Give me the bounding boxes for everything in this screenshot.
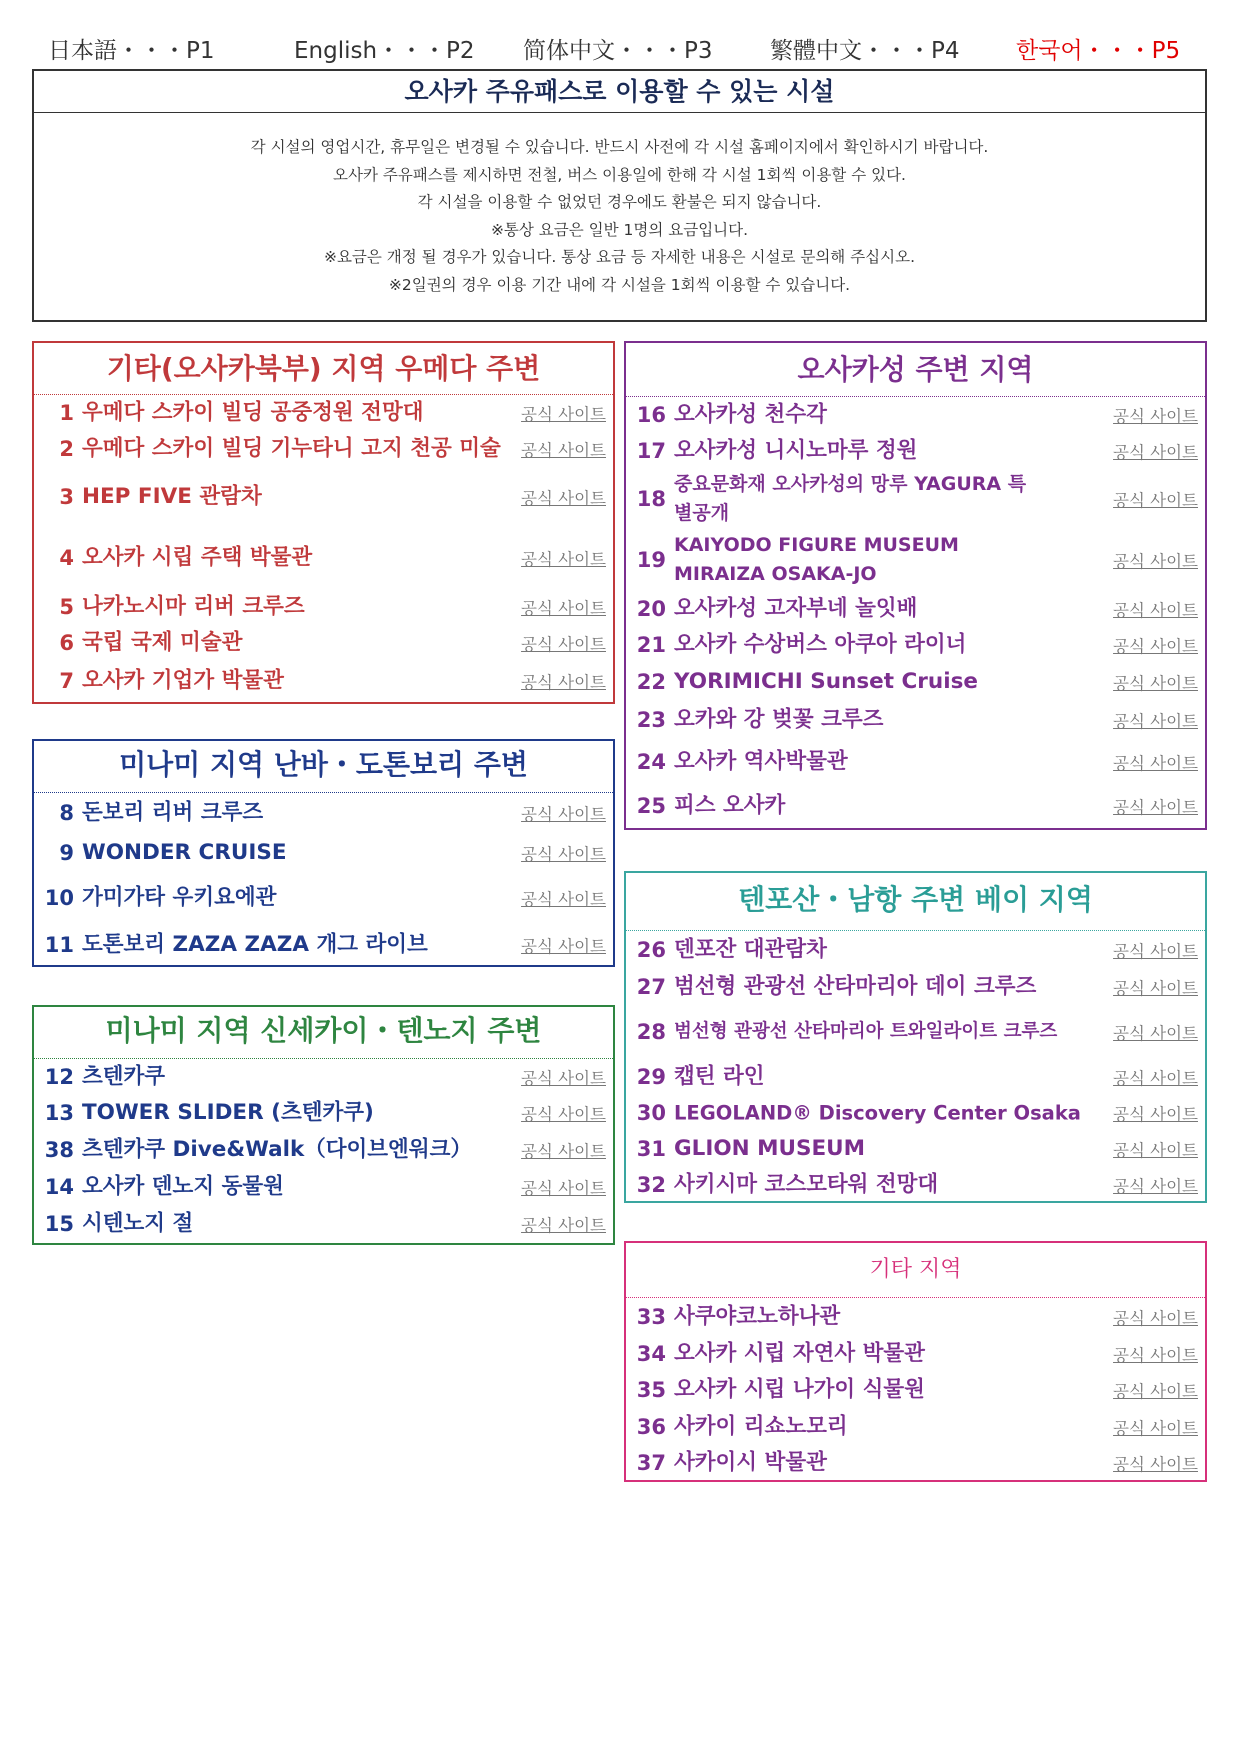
lang-link-english[interactable]: English・・・P2 — [294, 38, 475, 64]
official-site-link[interactable]: 공식 사이트 — [1113, 601, 1198, 620]
list-item — [34, 625, 613, 661]
item-name: 오사카성 천수각 — [674, 401, 827, 427]
official-site-link[interactable]: 공식 사이트 — [1113, 1346, 1198, 1365]
item-name: 오사카 시립 나가이 식물원 — [674, 1376, 925, 1402]
official-site-link[interactable]: 공식 사이트 — [521, 405, 606, 424]
item-number: 13 — [44, 1101, 74, 1125]
item-name: 범선형 관광선 산타마리아 데이 크루즈 — [674, 973, 1037, 999]
section-osaka-castle — [624, 341, 1207, 830]
item-name: 오사카 시립 자연사 박물관 — [674, 1340, 925, 1366]
list-item — [34, 1131, 613, 1168]
item-name: 우메다 스카이 빌딩 기누타니 고지 천공 미술 — [82, 435, 501, 461]
section-title: 텐포산・남항 주변 베이 지역 — [626, 873, 1205, 931]
note-line: ※2일권의 경우 이용 기간 내에 각 시설을 1회씩 이용할 수 있습니다. — [388, 275, 851, 294]
list-item — [626, 627, 1205, 663]
intro-box — [32, 69, 1207, 322]
item-number: 19 — [636, 548, 666, 572]
item-name: GLION MUSEUM — [674, 1135, 865, 1161]
official-site-link[interactable]: 공식 사이트 — [1113, 491, 1198, 510]
item-name: 츠텐카쿠 Dive&Walk（다이브엔워크） — [82, 1136, 472, 1162]
official-site-link[interactable]: 공식 사이트 — [1113, 712, 1198, 731]
item-name: 우메다 스카이 빌딩 공중정원 전망대 — [82, 399, 424, 425]
item-name: 오사카 역사박물관 — [674, 748, 848, 774]
item-number: 11 — [44, 933, 74, 957]
official-site-link[interactable]: 공식 사이트 — [521, 1178, 606, 1198]
item-name: TOWER SLIDER (츠텐카쿠) — [82, 1099, 374, 1125]
list-item — [34, 527, 613, 589]
official-site-link[interactable]: 공식 사이트 — [1113, 798, 1198, 817]
official-site-link[interactable]: 공식 사이트 — [1113, 1309, 1198, 1328]
official-site-link[interactable]: 공식 사이트 — [1113, 1382, 1198, 1401]
official-site-link[interactable]: 공식 사이트 — [1113, 1177, 1198, 1196]
official-site-link[interactable]: 공식 사이트 — [1113, 753, 1198, 773]
item-number: 1 — [59, 401, 74, 425]
list-item — [626, 1445, 1205, 1481]
list-item — [34, 1059, 613, 1095]
list-item — [34, 395, 613, 431]
notes — [34, 113, 1205, 300]
list-item — [34, 1168, 613, 1205]
official-site-link[interactable]: 공식 사이트 — [521, 805, 606, 824]
lang-link-korean[interactable]: 한국어・・・P5 — [1016, 38, 1181, 64]
item-number: 7 — [59, 669, 74, 693]
official-site-link[interactable]: 공식 사이트 — [521, 489, 606, 508]
list-item — [34, 431, 613, 467]
official-site-link[interactable]: 공식 사이트 — [521, 1141, 606, 1161]
item-name: 사카이 리쇼노모리 — [674, 1413, 848, 1439]
item-name: 오사카 시립 주택 박물관 — [82, 544, 313, 570]
official-site-link[interactable]: 공식 사이트 — [521, 635, 606, 654]
item-number: 30 — [636, 1101, 666, 1125]
item-name: 국립 국제 미술관 — [82, 629, 243, 655]
lang-link-simplified-chinese[interactable]: 简体中文・・・P3 — [523, 38, 713, 64]
list-item — [626, 1005, 1205, 1059]
official-site-link[interactable]: 공식 사이트 — [521, 937, 606, 956]
item-name: 캡틴 라인 — [674, 1063, 765, 1089]
section-umeda — [32, 341, 615, 704]
item-name: 덴포잔 대관람차 — [674, 936, 827, 962]
official-site-link[interactable]: 공식 사이트 — [1113, 1418, 1198, 1438]
note-line: 각 시설의 영업시간, 휴무일은 변경될 수 있습니다. 반드시 사전에 각 시설 홈페이지에서 확인하시기 바랍니다. — [250, 138, 989, 156]
note-line: 오사카 주유패스를 제시하면 전철, 버스 이용일에 한해 각 시설 1회씩 이용할 수 있다. — [333, 165, 906, 184]
item-number: 14 — [44, 1174, 74, 1199]
section-shinsekai — [32, 1005, 615, 1245]
list-item — [626, 969, 1205, 1005]
list-item — [626, 701, 1205, 739]
item-number: 18 — [636, 487, 666, 511]
item-number: 38 — [44, 1137, 74, 1162]
item-number: 23 — [636, 708, 666, 732]
item-name: 사쿠야코노하나관 — [674, 1303, 841, 1329]
official-site-link[interactable]: 공식 사이트 — [1113, 443, 1198, 462]
item-name: 사키시마 코스모타워 전망대 — [674, 1171, 939, 1197]
list-item — [34, 923, 613, 967]
list-item — [626, 784, 1205, 828]
item-name: 돈보리 리버 크루즈 — [82, 799, 264, 825]
list-item — [626, 739, 1205, 784]
list-item — [626, 397, 1205, 433]
list-item — [626, 433, 1205, 469]
official-site-link[interactable]: 공식 사이트 — [521, 845, 606, 864]
item-number: 35 — [636, 1378, 666, 1402]
item-number: 29 — [636, 1065, 666, 1089]
official-site-link[interactable]: 공식 사이트 — [1113, 1105, 1198, 1124]
section-title: 미나미 지역 난바・도톤보리 주변 — [34, 741, 613, 793]
item-name: 오사카성 니시노마루 정원 — [674, 437, 918, 463]
item-number: 24 — [636, 749, 666, 774]
item-number: 28 — [636, 1020, 666, 1044]
section-title: 오사카성 주변 지역 — [626, 343, 1205, 397]
list-item — [34, 793, 613, 833]
item-name: 오사카 기업가 박물관 — [82, 667, 284, 693]
list-item — [626, 931, 1205, 969]
item-number: 10 — [44, 886, 74, 910]
item-name: YORIMICHI Sunset Cruise — [674, 668, 978, 694]
item-number: 32 — [636, 1173, 666, 1197]
item-name: 범선형 관광선 산타마리아 트와일라이트 크루즈 — [674, 1021, 1058, 1043]
list-item — [626, 663, 1205, 701]
item-number: 5 — [59, 595, 74, 619]
lang-link-traditional-chinese[interactable]: 繁體中文・・・P4 — [770, 38, 960, 64]
list-item — [34, 661, 613, 701]
item-number: 12 — [44, 1065, 74, 1089]
item-name: 가미가타 우키요에관 — [82, 884, 277, 910]
section-title: 기타 지역 — [626, 1243, 1205, 1298]
official-site-link[interactable]: 공식 사이트 — [1113, 637, 1198, 656]
item-name: 오사카 수상버스 아쿠아 라이너 — [674, 631, 967, 657]
item-number: 3 — [59, 485, 74, 509]
official-site-link[interactable]: 공식 사이트 — [1113, 1141, 1198, 1160]
item-number: 8 — [59, 801, 74, 825]
item-name: 츠텐카쿠 — [82, 1063, 166, 1089]
language-nav — [48, 32, 1208, 68]
item-name: 시텐노지 절 — [82, 1210, 194, 1236]
list-item — [626, 1095, 1205, 1131]
section-bay-area — [624, 871, 1207, 1203]
list-item — [34, 467, 613, 527]
item-number: 37 — [636, 1451, 666, 1475]
official-site-link[interactable]: 공식 사이트 — [521, 599, 606, 618]
official-site-link[interactable]: 공식 사이트 — [521, 1105, 606, 1124]
item-name: HEP FIVE 관람차 — [82, 483, 262, 509]
section-title: 기타(오사카북부) 지역 우메다 주변 — [34, 343, 613, 395]
official-site-link[interactable]: 공식 사이트 — [1113, 674, 1198, 693]
official-site-link[interactable]: 공식 사이트 — [521, 1216, 606, 1235]
item-number: 4 — [59, 546, 74, 570]
item-name: 오사카성 고자부네 놀잇배 — [674, 595, 918, 621]
official-site-link[interactable]: 공식 사이트 — [521, 673, 606, 692]
official-site-link[interactable]: 공식 사이트 — [1113, 1024, 1198, 1043]
official-site-link[interactable]: 공식 사이트 — [1113, 1455, 1198, 1474]
official-site-link[interactable]: 공식 사이트 — [521, 550, 606, 569]
item-number: 36 — [636, 1414, 666, 1439]
list-item — [626, 1167, 1205, 1203]
list-item — [34, 589, 613, 625]
list-item — [626, 1408, 1205, 1445]
item-name: 오카와 강 벚꽃 크루즈 — [674, 706, 884, 732]
official-site-link[interactable]: 공식 사이트 — [1113, 942, 1198, 961]
item-name: 사카이시 박물관 — [674, 1449, 827, 1475]
section-other-area — [624, 1241, 1207, 1482]
item-name: 도톤보리 ZAZA ZAZA 개그 라이브 — [82, 931, 428, 957]
list-item — [626, 1059, 1205, 1095]
item-name: 나카노시마 리버 크루즈 — [82, 593, 305, 619]
item-number: 17 — [636, 439, 666, 463]
list-item — [34, 1205, 613, 1243]
list-item — [626, 591, 1205, 627]
item-number: 26 — [636, 938, 666, 962]
item-name: KAIYODO FIGURE MUSEUM MIRAIZA OSAKA-JO — [674, 534, 959, 585]
list-item — [626, 1336, 1205, 1372]
note-line: 각 시설을 이용할 수 없었던 경우에도 환불은 되지 않습니다. — [417, 193, 822, 212]
item-number: 2 — [59, 437, 74, 461]
official-site-link[interactable]: 공식 사이트 — [521, 441, 606, 460]
official-site-link[interactable]: 공식 사이트 — [1113, 1069, 1198, 1088]
list-item — [34, 873, 613, 923]
item-name: WONDER CRUISE — [82, 839, 287, 865]
item-number: 25 — [636, 794, 666, 818]
official-site-link[interactable]: 공식 사이트 — [521, 1069, 606, 1088]
note-line: ※요금은 개정 될 경우가 있습니다. 통상 요금 등 자세한 내용은 시설로 문의해 주십시오. — [323, 248, 916, 267]
item-name: 오사카 덴노지 동물원 — [82, 1173, 284, 1199]
item-number: 31 — [636, 1137, 666, 1161]
list-item — [34, 833, 613, 873]
item-number: 9 — [59, 841, 74, 865]
official-site-link[interactable]: 공식 사이트 — [1113, 979, 1198, 998]
item-number: 34 — [636, 1342, 666, 1366]
item-number: 27 — [636, 975, 666, 999]
list-item — [626, 1298, 1205, 1336]
list-item — [626, 1372, 1205, 1408]
section-title: 미나미 지역 신세카이・텐노지 주변 — [34, 1007, 613, 1059]
list-item — [626, 529, 1205, 591]
item-number: 20 — [636, 597, 666, 621]
item-name: 피스 오사카 — [674, 792, 786, 818]
item-number: 15 — [44, 1212, 74, 1236]
item-number: 22 — [636, 670, 666, 694]
official-site-link[interactable]: 공식 사이트 — [1113, 407, 1198, 426]
official-site-link[interactable]: 공식 사이트 — [521, 890, 606, 909]
list-item — [34, 1095, 613, 1131]
note-line: ※통상 요금은 일반 1명의 요금입니다. — [490, 220, 749, 239]
item-number: 33 — [636, 1305, 666, 1329]
list-item — [626, 1131, 1205, 1167]
item-number: 21 — [636, 633, 666, 657]
official-site-link[interactable]: 공식 사이트 — [1113, 552, 1198, 571]
item-name: 중요문화재 오사카성의 망루 YAGURA 특별공개 — [674, 473, 1027, 524]
lang-link-japanese[interactable]: 日本語・・・P1 — [48, 38, 215, 64]
item-number: 6 — [59, 631, 74, 655]
item-name: LEGOLAND® Discovery Center Osaka — [674, 1101, 1081, 1125]
item-number: 16 — [636, 403, 666, 427]
section-namba — [32, 739, 615, 967]
list-item — [626, 469, 1205, 529]
page-title: 오사카 주유패스로 이용할 수 있는 시설 — [34, 71, 1205, 113]
